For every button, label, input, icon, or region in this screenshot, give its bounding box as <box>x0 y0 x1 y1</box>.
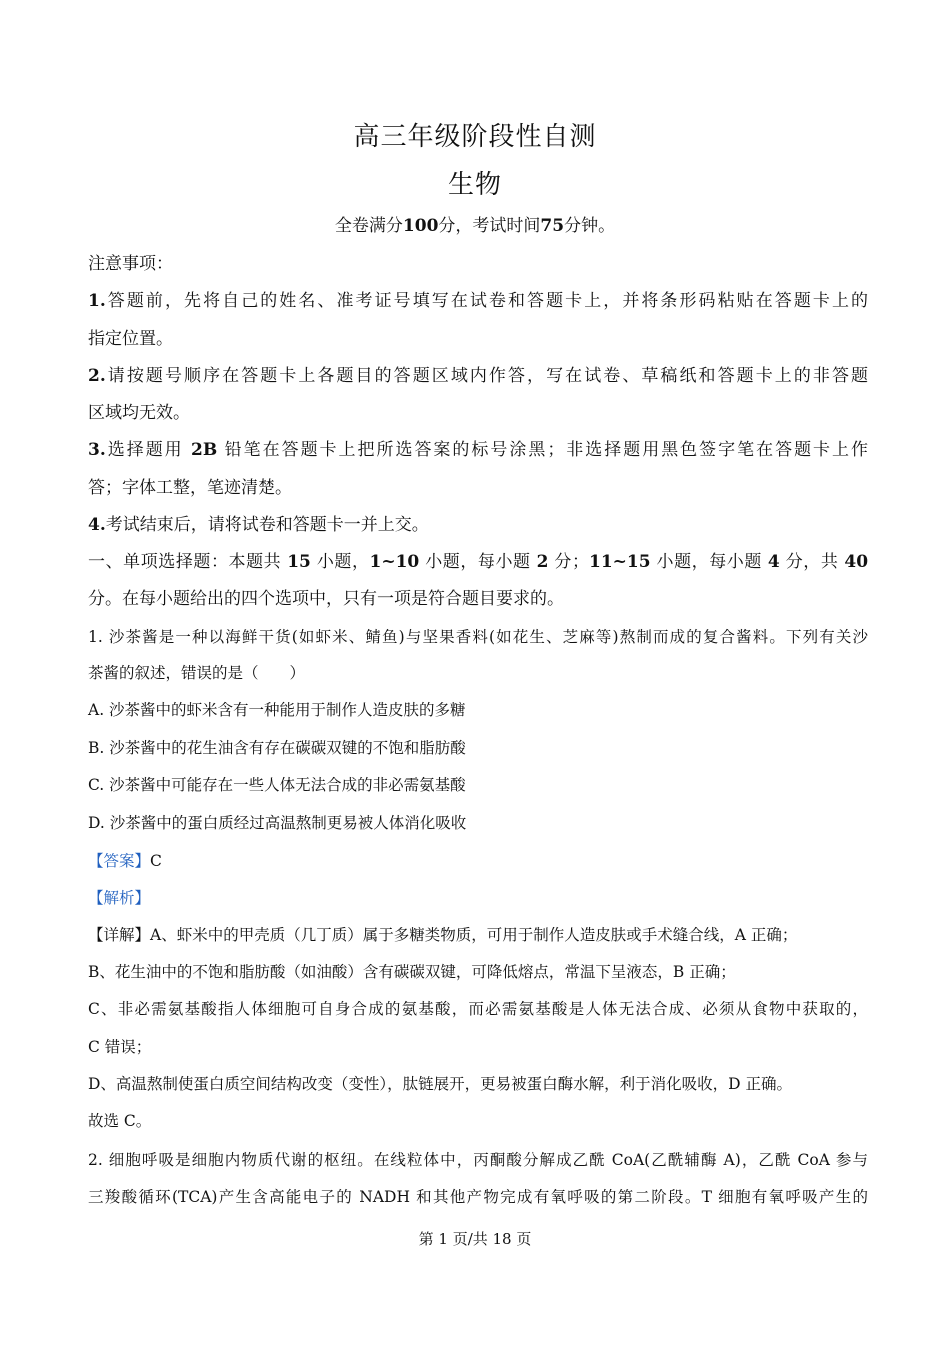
q1-stem: 1. 沙茶酱是一种以海鲜干货(如虾米、鲭鱼)与坚果香料(如花生、芝麻等)熬制而成的复合酱料。下列有关沙 <box>88 628 868 646</box>
q1-option-b: B. 沙茶酱中的花生油含有存在碳碳双键的不饱和脂肪酸 <box>88 739 466 757</box>
q1-option-d: D. 沙茶酱中的蛋白质经过高温熬制更易被人体消化吸收 <box>88 814 467 832</box>
note-4: 4.考试结束后，请将试卷和答题卡一并上交。 <box>88 515 429 535</box>
note-2-cont: 区域均无效。 <box>88 403 190 423</box>
q1-detail-a: 【详解】A、虾米中的甲壳质（几丁质）属于多糖类物质，可用于制作人造皮肤或手术缝合线，A 正确； <box>88 926 798 944</box>
q1-detail-c: C、非必需氨基酸指人体细胞可自身合成的氨基酸，而必需氨基酸是人体无法合成、必须从食物中获取的， <box>88 1000 868 1018</box>
exam-info: 全卷满分100分，考试时间75分钟。 <box>334 216 616 236</box>
q1-option-a: A. 沙茶酱中的虾米含有一种能用于制作人造皮肤的多糖 <box>88 701 466 719</box>
notes-heading: 注意事项： <box>88 254 173 274</box>
q1-option-c: C. 沙茶酱中可能存在一些人体无法合成的非必需氨基酸 <box>88 776 466 794</box>
q1-conclusion: 故选 C。 <box>88 1112 152 1130</box>
note-2: 2.请按题号顺序在答题卡上各题目的答题区域内作答，写在试卷、草稿纸和答题卡上的非答题 <box>88 366 868 386</box>
note-1-cont: 指定位置。 <box>88 329 173 349</box>
q1-detail-b: B、花生油中的不饱和脂肪酸（如油酸）含有碳碳双键，可降低熔点，常温下呈液态，B 正确； <box>88 963 736 981</box>
q2-stem-cont: 三羧酸循环(TCA)产生含高能电子的 NADH 和其他产物完成有氧呼吸的第二阶段。T 细胞有氧呼吸产生的 <box>88 1188 868 1206</box>
section-heading-cont: 分。在每小题给出的四个选项中，只有一项是符合题目要求的。 <box>88 589 564 609</box>
q1-detail-c-cont: C 错误； <box>88 1038 152 1056</box>
q1-detail-d: D、高温熬制使蛋白质空间结构改变（变性），肽链展开，更易被蛋白酶水解，利于消化吸收，D 正确。 <box>88 1075 793 1093</box>
exam-subject: 生物 <box>447 170 502 200</box>
section-heading: 一、单项选择题：本题共 15 小题，1~10 小题，每小题 2 分；11~15 小题，每小题 4 分，共 40 <box>88 552 869 572</box>
note-1: 1.答题前，先将自己的姓名、准考证号填写在试卷和答题卡上，并将条形码粘贴在答题卡上的 <box>88 291 868 311</box>
note-3: 3.选择题用 2B 铅笔在答题卡上把所选答案的标号涂黑；非选择题用黑色签字笔在答题卡上作 <box>88 440 869 460</box>
q1-answer: 【答案】C <box>88 852 162 870</box>
page-footer: 第 1 页/共 18 页 <box>418 1230 532 1248</box>
q1-stem-cont: 茶酱的叙述，错误的是（ ） <box>88 664 306 682</box>
q2-stem: 2. 细胞呼吸是细胞内物质代谢的枢纽。在线粒体中，丙酮酸分解成乙酰 CoA(乙酰辅酶 A)，乙酰 CoA 参与 <box>88 1151 869 1169</box>
exam-title: 高三年级阶段性自测 <box>353 122 597 152</box>
q1-analysis-label: 【解析】 <box>88 889 151 907</box>
note-3-cont: 答；字体工整，笔迹清楚。 <box>88 478 292 498</box>
